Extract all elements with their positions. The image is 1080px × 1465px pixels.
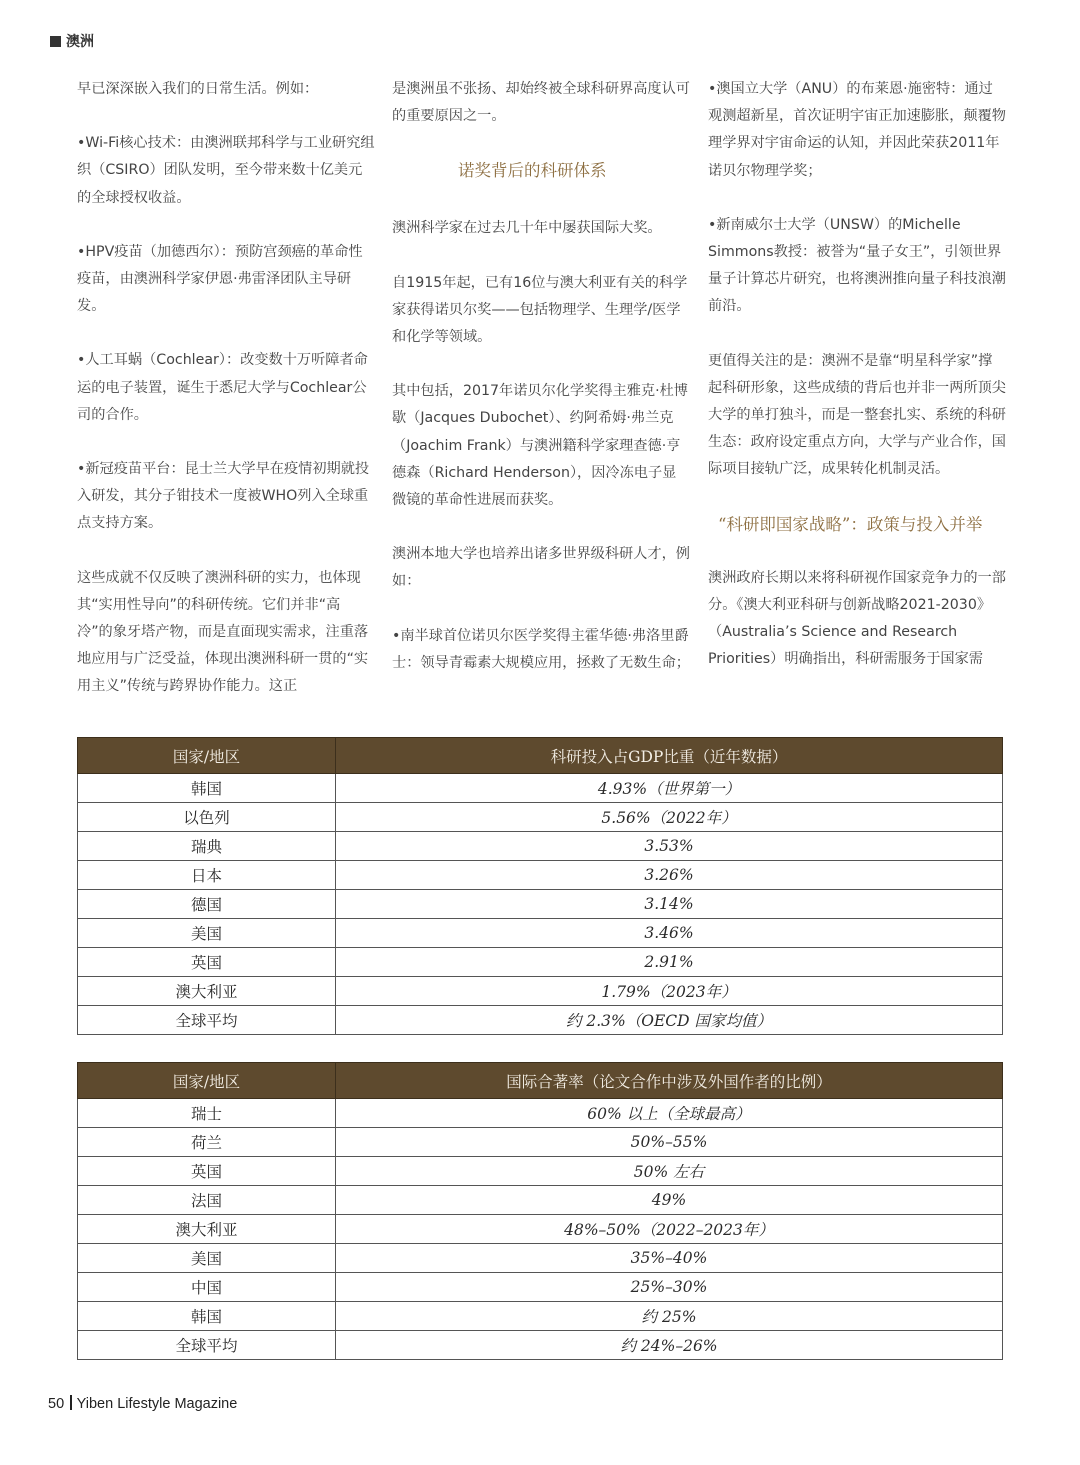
- table-row: [78, 977, 1003, 1006]
- paragraph: •新南威尔士大学（UNSW）的Michelle Simmons教授：被誉为“量子女王”，引领世界量子计算芯片研究，也将澳洲推向量子科技浪潮前沿。: [708, 216, 1006, 315]
- country-cell: 英国: [78, 1157, 336, 1186]
- table-row: [78, 1244, 1003, 1273]
- paragraph: 澳洲科学家在过去几十年中屡获国际大奖。: [392, 220, 662, 237]
- section-heading: “科研即国家战略”：政策与投入并举: [718, 514, 983, 534]
- table-row: [78, 890, 1003, 919]
- value-cell: 3.46%: [336, 919, 1003, 948]
- value-cell: 50%–55%: [336, 1128, 1003, 1157]
- square-icon: [50, 36, 61, 47]
- value-cell: 3.14%: [336, 890, 1003, 919]
- table-row: [78, 861, 1003, 890]
- table-row: [78, 832, 1003, 861]
- country-cell: 瑞士: [78, 1099, 336, 1128]
- paragraph: •南半球首位诺贝尔医学奖得主霍华德·弗洛里爵士：领导青霉素大规模应用，拯救了无数生命；: [392, 627, 690, 671]
- value-cell: 60% 以上（全球最高）: [336, 1099, 1003, 1128]
- table-header-row: [78, 1063, 1003, 1099]
- column-3: [708, 76, 1006, 700]
- value-cell: 约 25%: [336, 1302, 1003, 1331]
- value-cell: 2.91%: [336, 948, 1003, 977]
- country-cell: 全球平均: [78, 1331, 336, 1360]
- column-header: 国家/地区: [78, 738, 336, 774]
- value-cell: 3.53%: [336, 832, 1003, 861]
- value-cell: 3.26%: [336, 861, 1003, 890]
- value-cell: 50% 左右: [336, 1157, 1003, 1186]
- coauthorship-table: [77, 1062, 1003, 1360]
- country-cell: 德国: [78, 890, 336, 919]
- paragraph: •Wi-Fi核心技术：由澳洲联邦科学与工业研究组织（CSIRO）团队发明，至今带来数十亿美元的全球授权收益。: [77, 135, 375, 206]
- table-row: [78, 919, 1003, 948]
- section-heading: 诺奖背后的科研体系: [458, 161, 607, 181]
- value-cell: 约 2.3%（OECD 国家均值）: [336, 1006, 1003, 1035]
- rd-gdp-table: [77, 737, 1003, 1035]
- table-row: [78, 1186, 1003, 1215]
- paragraph: 这些成就不仅反映了澳洲科研的实力，也体现其“实用性导向”的科研传统。它们并非“高冷”的象牙塔产物，而是直面现实需求，注重落地应用与广泛受益，体现出澳洲科研一贯的“实用主义”传统与跨界协作能力。这正: [77, 569, 369, 695]
- country-cell: 以色列: [78, 803, 336, 832]
- table-row: [78, 948, 1003, 977]
- paragraph: •人工耳蜗（Cochlear）：改变数十万听障者命运的电子装置，诞生于悉尼大学与Cochlear公司的合作。: [77, 352, 368, 423]
- value-cell: 4.93%（世界第一）: [336, 774, 1003, 803]
- country-cell: 韩国: [78, 774, 336, 803]
- paragraph: 早已深深嵌入我们的日常生活。例如：: [77, 81, 319, 97]
- table-row: [78, 1302, 1003, 1331]
- country-cell: 瑞典: [78, 832, 336, 861]
- country-cell: 法国: [78, 1186, 336, 1215]
- country-cell: 澳大利亚: [78, 977, 336, 1006]
- column-1: [77, 76, 375, 728]
- value-cell: 48%–50%（2022–2023年）: [336, 1215, 1003, 1244]
- column-2: [392, 76, 690, 704]
- value-cell: 25%–30%: [336, 1273, 1003, 1302]
- magazine-name: Yiben Lifestyle Magazine: [76, 1396, 238, 1412]
- column-header: 国家/地区: [78, 1063, 336, 1099]
- value-cell: 1.79%（2023年）: [336, 977, 1003, 1006]
- paragraph: 是澳洲虽不张扬、却始终被全球科研界高度认可的重要原因之一。: [392, 81, 690, 125]
- table-row: [78, 803, 1003, 832]
- table-row: [78, 774, 1003, 803]
- country-cell: 中国: [78, 1273, 336, 1302]
- country-cell: 日本: [78, 861, 336, 890]
- column-header: 科研投入占GDP比重（近年数据）: [336, 738, 1003, 774]
- paragraph: •新冠疫苗平台：昆士兰大学早在疫情初期就投入研发，其分子钳技术一度被WHO列入全球重点支持方案。: [77, 461, 370, 532]
- table-row: [78, 1273, 1003, 1302]
- country-cell: 美国: [78, 1244, 336, 1273]
- country-cell: 美国: [78, 919, 336, 948]
- country-cell: 英国: [78, 948, 336, 977]
- table-row: [78, 1157, 1003, 1186]
- paragraph: 澳洲政府长期以来将科研视作国家竞争力的一部分。《澳大利亚科研与创新战略2021-2030》（Australia’s Science and Research Priorities）明确指出，科研需服务于国家需: [708, 569, 1006, 668]
- section-tag: [50, 31, 94, 51]
- page-footer: [48, 1395, 237, 1412]
- section-label: 澳洲: [66, 34, 94, 50]
- table-row: [78, 1215, 1003, 1244]
- table-row: [78, 1099, 1003, 1128]
- country-cell: 澳大利亚: [78, 1215, 336, 1244]
- value-cell: 5.56%（2022年）: [336, 803, 1003, 832]
- column-header: 国际合著率（论文合作中涉及外国作者的比例）: [336, 1063, 1003, 1099]
- table-row: [78, 1331, 1003, 1360]
- value-cell: 约 24%–26%: [336, 1331, 1003, 1360]
- paragraph: 更值得关注的是：澳洲不是靠“明星科学家”撑起科研形象，这些成绩的背后也并非一两所顶尖大学的单打独斗，而是一整套扎实、系统的科研生态：政府设定重点方向，大学与产业合作，国际项目接轨广泛，成果转化机制灵活。: [708, 352, 1006, 478]
- divider: [70, 1395, 72, 1410]
- paragraph: 其中包括，2017年诺贝尔化学奖得主雅克·杜博歇（Jacques Dubochet）、约阿希姆·弗兰克（Joachim Frank）与澳洲籍科学家理查德·亨德森（Richard Henderson），因冷冻电子显微镜的革命性进展而获奖。: [392, 383, 688, 509]
- paragraph: 自1915年起，已有16位与澳大利亚有关的科学家获得诺贝尔奖——包括物理学、生理学/医学和化学等领域。: [392, 274, 688, 346]
- country-cell: 韩国: [78, 1302, 336, 1331]
- paragraph: •澳国立大学（ANU）的布莱恩·施密特：通过观测超新星，首次证明宇宙正加速膨胀，颠覆物理学界对宇宙命运的认知，并因此荣获2011年诺贝尔物理学奖；: [708, 81, 1006, 179]
- value-cell: 49%: [336, 1186, 1003, 1215]
- paragraph: 澳洲本地大学也培养出诸多世界级科研人才，例如：: [392, 546, 690, 590]
- table-header-row: [78, 738, 1003, 774]
- country-cell: 荷兰: [78, 1128, 336, 1157]
- value-cell: 35%–40%: [336, 1244, 1003, 1273]
- country-cell: 全球平均: [78, 1006, 336, 1035]
- table-row: [78, 1006, 1003, 1035]
- paragraph: •HPV疫苗（加德西尔）：预防宫颈癌的革命性疫苗，由澳洲科学家伊恩·弗雷泽团队主导研发。: [77, 243, 363, 315]
- table-row: [78, 1128, 1003, 1157]
- page-number: 50: [48, 1396, 65, 1412]
